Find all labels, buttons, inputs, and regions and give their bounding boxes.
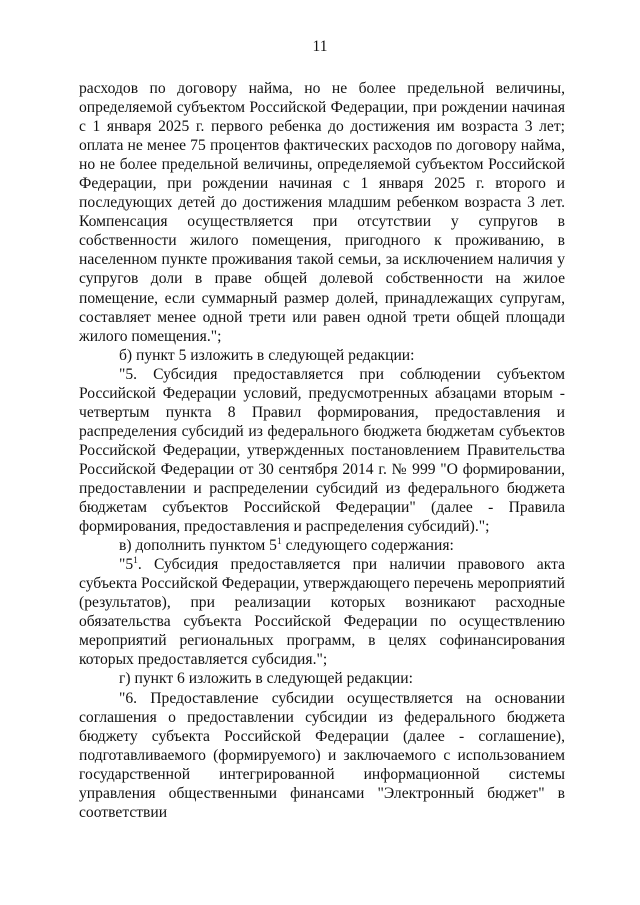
paragraph-text: в) дополнить пунктом 5 xyxy=(119,537,277,555)
paragraph: расходов по договору найма, но не более предельной величины, определяемой субъектом Российской Федерации, при рождении начиная с 1 января 2025 г. первого ребенка до достижения им возраста 3 лет; оплата не менее 75 процентов фактических расходов по договору найма, но не более предельной величины, определяемой субъектом Российской Федерации, при рождении начиная с 1 января 2025 г. второго и последующих детей до достижения младшим ребенком возраста 3 лет. Компенсация осуществляется при отсутствии у супругов в собственности жилого помещения, пригодного к проживанию, в населенном пункте проживания такой семьи, за исключением наличия у супругов доли в праве общей долевой собственности на жилое помещение, если суммарный размер долей, принадлежащих супругам, составляет менее одной трети или равен одной трети общей площади жилого помещения."; xyxy=(79,80,565,345)
paragraph: "5. Субсидия предоставляется при соблюдении субъектом Российской Федерации условий, предусмотренных абзацами вторым - четвертым пункта 8 Правил формирования, предоставления и распределения субсидий из федерального бюджета бюджетам субъектов Российской Федерации, утвержденных постановлением Правительства Российской Федерации от 30 сентября 2014 г. № 999 "О формировании, предоставлении и распределении субсидий из федерального бюджета бюджетам субъектов Российской Федерации" (далее - Правила формирования, предоставления и распределения субсидий)."; xyxy=(79,365,565,536)
paragraph-text: следующего содержания: xyxy=(281,537,454,555)
paragraph xyxy=(79,536,565,555)
paragraph: г) пункт 6 изложить в следующей редакции: xyxy=(119,670,413,688)
paragraph: "6. Предоставление субсидии осуществляется на основании соглашения о предоставлении субсидии из федерального бюджета бюджету субъекта Российской Федерации (далее - соглашение), подготавливаемого (формируемого) и заключаемого с использованием государственной интегрированной информационной системы управления общественными финансами "Электронный бюджет" в соответствии xyxy=(79,689,565,821)
paragraph xyxy=(79,555,565,669)
superscript: 1 xyxy=(276,537,282,548)
paragraph-text: . Субсидия предоставляется при наличии правового акта субъекта Российской Федерации, утверждающего перечень мероприятий (результатов), при реализации которых возникают расходные обязательства субъекта Российской Федерации по осуществлению мероприятий региональных программ, в целях софинансирования которых предоставляется субсидия."; xyxy=(79,556,565,669)
document-body xyxy=(79,79,565,822)
paragraph-text: "5 xyxy=(119,556,134,574)
superscript: 1 xyxy=(133,556,138,567)
paragraph: б) пункт 5 изложить в следующей редакции: xyxy=(119,346,415,364)
page-number: 11 xyxy=(312,38,328,55)
